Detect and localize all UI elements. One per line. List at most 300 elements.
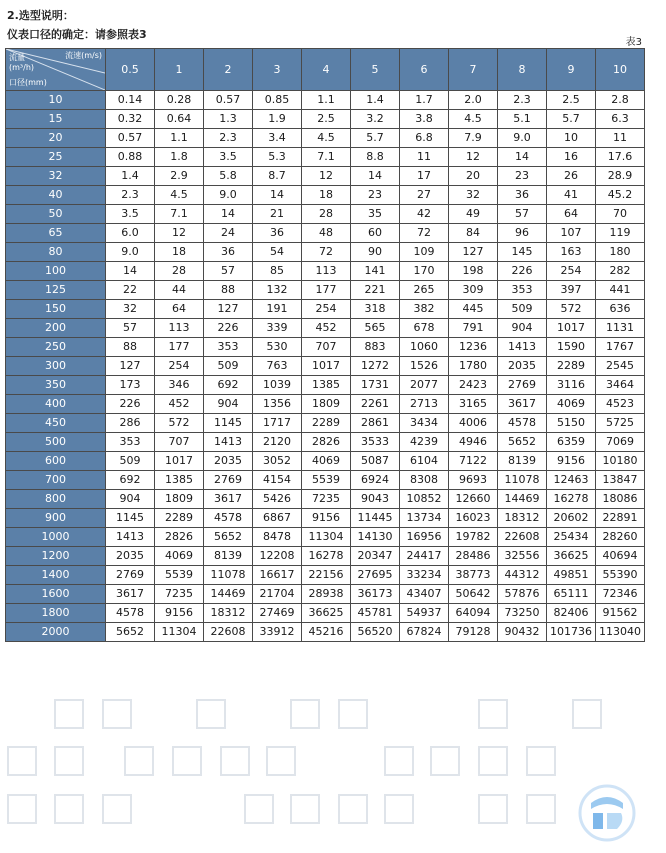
table-row [6, 471, 645, 490]
flow-value-cell: 49851 [547, 566, 596, 585]
flow-value-cell: 107 [547, 224, 596, 243]
flow-value-cell: 57 [204, 262, 253, 281]
flow-value-cell: 113 [155, 319, 204, 338]
flow-value-cell: 2289 [547, 357, 596, 376]
flow-value-cell: 254 [547, 262, 596, 281]
flow-value-cell: 4069 [547, 395, 596, 414]
flow-value-cell: 4946 [449, 433, 498, 452]
flow-value-cell: 904 [498, 319, 547, 338]
flow-value-cell: 119 [596, 224, 645, 243]
flow-value-cell: 226 [106, 395, 155, 414]
table-label: 表3 [625, 37, 642, 48]
caliber-cell: 500 [6, 433, 106, 452]
flow-label-line1: 流量 [9, 53, 25, 62]
flow-value-cell: 441 [596, 281, 645, 300]
flow-value-cell: 18 [302, 186, 351, 205]
flow-value-cell: 692 [106, 471, 155, 490]
flow-value-cell: 2.3 [106, 186, 155, 205]
flow-value-cell: 79128 [449, 623, 498, 642]
flow-value-cell: 57 [106, 319, 155, 338]
velocity-header: 8 [498, 49, 547, 91]
flow-value-cell: 5087 [351, 452, 400, 471]
flow-value-cell: 3052 [253, 452, 302, 471]
flow-value-cell: 35 [351, 205, 400, 224]
flow-value-cell: 177 [155, 338, 204, 357]
flow-value-cell: 24417 [400, 547, 449, 566]
caliber-cell: 80 [6, 243, 106, 262]
flow-value-cell: 54937 [400, 604, 449, 623]
flow-value-cell: 88 [106, 338, 155, 357]
table-row [6, 528, 645, 547]
watermark-square [54, 746, 84, 776]
flow-value-cell: 1356 [253, 395, 302, 414]
caliber-cell: 450 [6, 414, 106, 433]
watermark-square [54, 794, 84, 824]
flow-value-cell: 90432 [498, 623, 547, 642]
flow-value-cell: 85 [253, 262, 302, 281]
flow-value-cell: 43407 [400, 585, 449, 604]
flow-value-cell: 13847 [596, 471, 645, 490]
flow-value-cell: 1.9 [253, 110, 302, 129]
flow-value-cell: 2713 [400, 395, 449, 414]
flow-value-cell: 45.2 [596, 186, 645, 205]
flow-value-cell: 4.5 [302, 129, 351, 148]
caliber-cell: 1200 [6, 547, 106, 566]
watermark-square [172, 746, 202, 776]
flow-value-cell: 3.2 [351, 110, 400, 129]
flow-value-cell: 48 [302, 224, 351, 243]
flow-value-cell: 11078 [498, 471, 547, 490]
flow-value-cell: 0.88 [106, 148, 155, 167]
caliber-cell: 900 [6, 509, 106, 528]
flow-value-cell: 22608 [204, 623, 253, 642]
flow-value-cell: 1385 [302, 376, 351, 395]
flow-value-cell: 6359 [547, 433, 596, 452]
flow-value-cell: 1060 [400, 338, 449, 357]
flow-value-cell: 346 [155, 376, 204, 395]
watermark-square [102, 699, 132, 729]
flow-value-cell: 5.7 [547, 110, 596, 129]
flow-value-cell: 5725 [596, 414, 645, 433]
flow-value-cell: 16278 [547, 490, 596, 509]
table-body [6, 91, 645, 642]
flow-value-cell: 57876 [498, 585, 547, 604]
watermark-square [430, 746, 460, 776]
caliber-cell: 40 [6, 186, 106, 205]
velocity-header: 2 [204, 49, 253, 91]
table-row [6, 224, 645, 243]
flow-value-cell: 113 [302, 262, 351, 281]
flow-value-cell: 72 [302, 243, 351, 262]
flow-value-cell: 0.57 [204, 91, 253, 110]
flow-value-cell: 1526 [400, 357, 449, 376]
speed-label: 流速(m/s) [65, 51, 102, 60]
flow-value-cell: 286 [106, 414, 155, 433]
flow-value-cell: 1.8 [155, 148, 204, 167]
velocity-header: 7 [449, 49, 498, 91]
flow-value-cell: 5426 [253, 490, 302, 509]
flow-value-cell: 25434 [547, 528, 596, 547]
flow-value-cell: 18086 [596, 490, 645, 509]
flow-value-cell: 127 [106, 357, 155, 376]
flow-value-cell: 14 [204, 205, 253, 224]
flow-value-cell: 11 [400, 148, 449, 167]
watermark-square [572, 699, 602, 729]
velocity-header: 4 [302, 49, 351, 91]
flow-value-cell: 763 [253, 357, 302, 376]
flow-value-cell: 14 [351, 167, 400, 186]
flow-value-cell: 163 [547, 243, 596, 262]
flow-value-cell: 141 [351, 262, 400, 281]
flow-value-cell: 1809 [155, 490, 204, 509]
flow-value-cell: 64 [155, 300, 204, 319]
flow-value-cell: 904 [106, 490, 155, 509]
flow-value-cell: 1236 [449, 338, 498, 357]
flow-value-cell: 17.6 [596, 148, 645, 167]
flow-value-cell: 6867 [253, 509, 302, 528]
flow-value-cell: 221 [351, 281, 400, 300]
watermark-square [478, 794, 508, 824]
flow-value-cell: 1.4 [351, 91, 400, 110]
flow-value-cell: 23 [351, 186, 400, 205]
flow-value-cell: 14130 [351, 528, 400, 547]
flow-value-cell: 2289 [302, 414, 351, 433]
flow-value-cell: 22608 [498, 528, 547, 547]
flow-value-cell: 18 [155, 243, 204, 262]
caliber-cell: 1000 [6, 528, 106, 547]
flow-value-cell: 16956 [400, 528, 449, 547]
table-row [6, 509, 645, 528]
flow-value-cell: 1017 [155, 452, 204, 471]
flow-value-cell: 2826 [302, 433, 351, 452]
caliber-cell: 150 [6, 300, 106, 319]
flow-value-cell: 1.1 [155, 129, 204, 148]
flow-value-cell: 70 [596, 205, 645, 224]
watermark-square [196, 699, 226, 729]
brand-logo-icon [577, 783, 637, 843]
flow-value-cell: 2769 [204, 471, 253, 490]
flow-value-cell: 10180 [596, 452, 645, 471]
flow-value-cell: 198 [449, 262, 498, 281]
flow-value-cell: 2035 [106, 547, 155, 566]
flow-value-cell: 14469 [498, 490, 547, 509]
flow-value-cell: 9043 [351, 490, 400, 509]
flow-value-cell: 353 [498, 281, 547, 300]
table-row [6, 414, 645, 433]
flow-value-cell: 12 [155, 224, 204, 243]
flow-value-cell: 26 [547, 167, 596, 186]
flow-value-cell: 7.1 [155, 205, 204, 224]
flow-value-cell: 11078 [204, 566, 253, 585]
flow-value-cell: 8139 [204, 547, 253, 566]
flow-value-cell: 9.0 [106, 243, 155, 262]
flow-value-cell: 4239 [400, 433, 449, 452]
flow-value-cell: 9693 [449, 471, 498, 490]
flow-value-cell: 50642 [449, 585, 498, 604]
flow-value-cell: 2.0 [449, 91, 498, 110]
flow-value-cell: 282 [596, 262, 645, 281]
flow-value-cell: 4578 [498, 414, 547, 433]
flow-value-cell: 445 [449, 300, 498, 319]
flow-value-cell: 33234 [400, 566, 449, 585]
watermark-square [102, 794, 132, 824]
flow-value-cell: 2261 [351, 395, 400, 414]
flow-value-cell: 20602 [547, 509, 596, 528]
watermark-square [384, 746, 414, 776]
flow-value-cell: 22891 [596, 509, 645, 528]
flow-value-cell: 8.7 [253, 167, 302, 186]
flow-value-cell: 791 [449, 319, 498, 338]
flow-value-cell: 1017 [302, 357, 351, 376]
flow-value-cell: 16617 [253, 566, 302, 585]
flow-value-cell: 7235 [302, 490, 351, 509]
watermark-square [338, 794, 368, 824]
flow-value-cell: 67824 [400, 623, 449, 642]
table-row [6, 281, 645, 300]
flow-value-cell: 1413 [204, 433, 253, 452]
flow-value-cell: 572 [155, 414, 204, 433]
velocity-header: 5 [351, 49, 400, 91]
flow-value-cell: 1717 [253, 414, 302, 433]
flow-value-cell: 4578 [204, 509, 253, 528]
velocity-header: 3 [253, 49, 302, 91]
flow-value-cell: 11304 [302, 528, 351, 547]
flow-value-cell: 16 [547, 148, 596, 167]
flow-value-cell: 45781 [351, 604, 400, 623]
flow-value-cell: 1809 [302, 395, 351, 414]
flow-value-cell: 32 [106, 300, 155, 319]
table-row [6, 262, 645, 281]
flow-value-cell: 4069 [302, 452, 351, 471]
flow-value-cell: 145 [498, 243, 547, 262]
velocity-header: 0.5 [106, 49, 155, 91]
flow-value-cell: 2.5 [547, 91, 596, 110]
watermark-square [478, 746, 508, 776]
caliber-cell: 1800 [6, 604, 106, 623]
table-corner-header [6, 49, 106, 91]
caliber-cell: 1600 [6, 585, 106, 604]
flow-value-cell: 18312 [204, 604, 253, 623]
flow-value-cell: 36625 [302, 604, 351, 623]
watermark-square [220, 746, 250, 776]
watermark-square [290, 794, 320, 824]
flow-value-cell: 509 [106, 452, 155, 471]
flow-value-cell: 1272 [351, 357, 400, 376]
flow-value-cell: 2826 [155, 528, 204, 547]
flow-value-cell: 33912 [253, 623, 302, 642]
caliber-cell: 125 [6, 281, 106, 300]
flow-value-cell: 5.3 [253, 148, 302, 167]
caliber-cell: 400 [6, 395, 106, 414]
flow-value-cell: 2.8 [596, 91, 645, 110]
flow-value-cell: 64094 [449, 604, 498, 623]
flow-value-cell: 44312 [498, 566, 547, 585]
flow-value-cell: 28260 [596, 528, 645, 547]
caliber-cell: 100 [6, 262, 106, 281]
flow-value-cell: 49 [449, 205, 498, 224]
caliber-instruction: 仪表口径的确定：请参照表3 [7, 28, 147, 41]
flow-value-cell: 707 [302, 338, 351, 357]
flow-value-cell: 22156 [302, 566, 351, 585]
table-row [6, 452, 645, 471]
flow-value-cell: 96 [498, 224, 547, 243]
flow-value-cell: 636 [596, 300, 645, 319]
table-row [6, 148, 645, 167]
flow-value-cell: 254 [155, 357, 204, 376]
flow-value-cell: 1413 [106, 528, 155, 547]
flow-value-cell: 572 [547, 300, 596, 319]
table-row [6, 110, 645, 129]
flow-value-cell: 27695 [351, 566, 400, 585]
flow-value-cell: 5150 [547, 414, 596, 433]
table-row [6, 604, 645, 623]
watermark-square [124, 746, 154, 776]
caliber-cell: 2000 [6, 623, 106, 642]
section-heading: 2.选型说明： [7, 9, 74, 22]
flow-value-cell: 7.9 [449, 129, 498, 148]
watermark-square [338, 699, 368, 729]
flow-value-cell: 32556 [498, 547, 547, 566]
flow-value-cell: 38773 [449, 566, 498, 585]
table-row [6, 585, 645, 604]
flow-value-cell: 452 [155, 395, 204, 414]
flow-value-cell: 41 [547, 186, 596, 205]
watermark-square [244, 794, 274, 824]
flow-value-cell: 1731 [351, 376, 400, 395]
flow-value-cell: 2120 [253, 433, 302, 452]
flow-value-cell: 72346 [596, 585, 645, 604]
flow-value-cell: 170 [400, 262, 449, 281]
flow-value-cell: 28 [155, 262, 204, 281]
flow-value-cell: 36173 [351, 585, 400, 604]
flow-value-cell: 14469 [204, 585, 253, 604]
flow-value-cell: 28938 [302, 585, 351, 604]
watermark-square [7, 794, 37, 824]
flow-value-cell: 904 [204, 395, 253, 414]
flow-value-cell: 45216 [302, 623, 351, 642]
flow-value-cell: 17 [400, 167, 449, 186]
flow-value-cell: 2077 [400, 376, 449, 395]
flow-value-cell: 54 [253, 243, 302, 262]
flow-value-cell: 16278 [302, 547, 351, 566]
flow-value-cell: 5539 [155, 566, 204, 585]
flow-value-cell: 73250 [498, 604, 547, 623]
flow-value-cell: 353 [106, 433, 155, 452]
table-header-row [6, 49, 645, 91]
flow-value-cell: 3.8 [400, 110, 449, 129]
flow-value-cell: 3.5 [204, 148, 253, 167]
flow-value-cell: 12660 [449, 490, 498, 509]
flow-value-cell: 16023 [449, 509, 498, 528]
flow-value-cell: 8308 [400, 471, 449, 490]
flow-value-cell: 14 [106, 262, 155, 281]
watermark-square [290, 699, 320, 729]
flow-value-cell: 1.1 [302, 91, 351, 110]
watermark-square [384, 794, 414, 824]
flow-value-cell: 91562 [596, 604, 645, 623]
flow-value-cell: 3434 [400, 414, 449, 433]
flow-value-cell: 265 [400, 281, 449, 300]
flow-value-cell: 509 [204, 357, 253, 376]
caliber-cell: 15 [6, 110, 106, 129]
table-row [6, 376, 645, 395]
flow-value-cell: 24 [204, 224, 253, 243]
flow-value-cell: 28486 [449, 547, 498, 566]
flow-value-cell: 3533 [351, 433, 400, 452]
table-row [6, 186, 645, 205]
flow-value-cell: 1145 [106, 509, 155, 528]
table-row [6, 205, 645, 224]
flow-value-cell: 3165 [449, 395, 498, 414]
flow-value-cell: 4069 [155, 547, 204, 566]
table-row [6, 319, 645, 338]
flow-value-cell: 57 [498, 205, 547, 224]
flow-value-cell: 9156 [155, 604, 204, 623]
flow-value-cell: 2423 [449, 376, 498, 395]
flow-value-cell: 7122 [449, 452, 498, 471]
flow-value-cell: 4578 [106, 604, 155, 623]
flow-value-cell: 3116 [547, 376, 596, 395]
flow-value-cell: 309 [449, 281, 498, 300]
flow-value-cell: 191 [253, 300, 302, 319]
table-row [6, 623, 645, 642]
flow-value-cell: 3617 [106, 585, 155, 604]
table-row [6, 167, 645, 186]
flow-value-cell: 13734 [400, 509, 449, 528]
flow-value-cell: 65111 [547, 585, 596, 604]
flow-value-cell: 2769 [106, 566, 155, 585]
flow-value-cell: 0.57 [106, 129, 155, 148]
flow-value-cell: 132 [253, 281, 302, 300]
flow-value-cell: 5.7 [351, 129, 400, 148]
flow-value-cell: 82406 [547, 604, 596, 623]
flow-value-cell: 7069 [596, 433, 645, 452]
flow-value-cell: 56520 [351, 623, 400, 642]
flow-value-cell: 6.3 [596, 110, 645, 129]
flow-value-cell: 36 [204, 243, 253, 262]
caliber-cell: 1400 [6, 566, 106, 585]
flow-value-cell: 4523 [596, 395, 645, 414]
flow-value-cell: 7.1 [302, 148, 351, 167]
flow-value-cell: 4.5 [449, 110, 498, 129]
watermark-square [478, 699, 508, 729]
table-row [6, 243, 645, 262]
flow-value-cell: 21704 [253, 585, 302, 604]
flow-value-cell: 55390 [596, 566, 645, 585]
flow-value-cell: 8478 [253, 528, 302, 547]
flow-value-cell: 109 [400, 243, 449, 262]
flow-value-cell: 20 [449, 167, 498, 186]
flow-value-cell: 318 [351, 300, 400, 319]
flow-value-cell: 32 [449, 186, 498, 205]
flow-value-cell: 1413 [498, 338, 547, 357]
flow-value-cell: 1.7 [400, 91, 449, 110]
flow-value-cell: 127 [204, 300, 253, 319]
caliber-cell: 600 [6, 452, 106, 471]
flow-value-cell: 27469 [253, 604, 302, 623]
flow-value-cell: 2035 [498, 357, 547, 376]
flow-value-cell: 5539 [302, 471, 351, 490]
flow-value-cell: 4.5 [155, 186, 204, 205]
table-row [6, 490, 645, 509]
flow-value-cell: 2.3 [204, 129, 253, 148]
watermark-square [54, 699, 84, 729]
flow-label [9, 53, 34, 73]
flow-value-cell: 9156 [547, 452, 596, 471]
caliber-cell: 700 [6, 471, 106, 490]
velocity-header: 6 [400, 49, 449, 91]
flow-value-cell: 28.9 [596, 167, 645, 186]
